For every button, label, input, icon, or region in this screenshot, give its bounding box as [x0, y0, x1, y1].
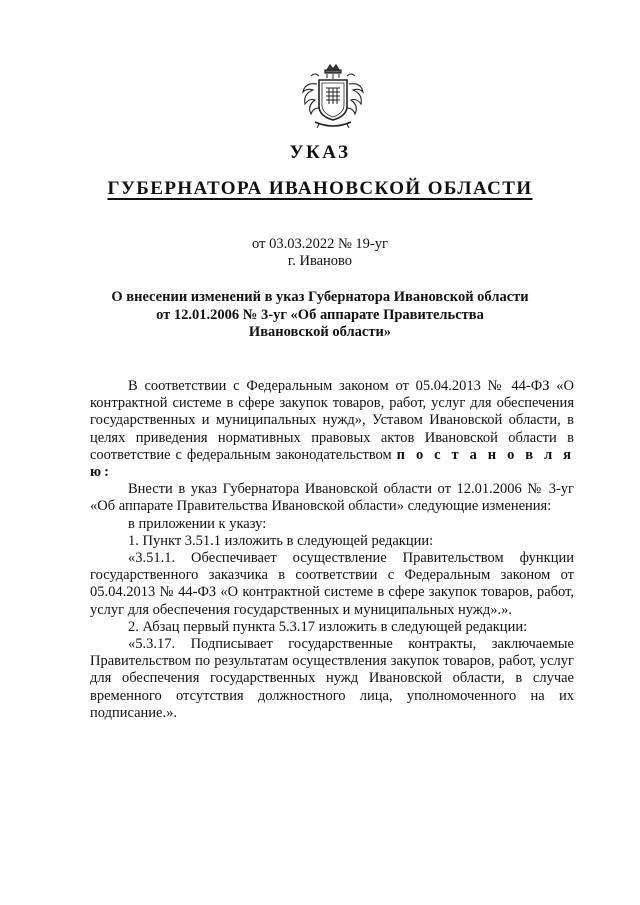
subject-line-3: Ивановской области»	[248, 324, 392, 340]
paragraph-item-1: 1. Пункт 3.51.1 изложить в следующей редакции:	[128, 532, 434, 549]
coat-of-arms-emblem	[297, 62, 369, 134]
document-date-number: от 03.03.2022 № 19-уг	[252, 236, 388, 252]
paragraph-item-2-text: «5.3.17. Подписывает государственные контракты, заключаемые Правительством по результатам осуществления закупок товаров, работ, услуг для обеспечения государственных нужд Ивановской области, в случае временного отсутствия должностного лица, уполномоченного на их подписание.».	[90, 636, 574, 721]
preamble-text: В соответствии с Федеральным законом от 05.04.2013 № 44-ФЗ «О контрактной системе в сфере закупок товаров, работ, услуг для обеспечения государственных и муниципальных нужд», Уставом Ивановской области, в целях приведения нормативных правовых актов Ивановской области в соответствие с федеральным законодательством	[90, 378, 574, 463]
document-subject	[0, 289, 640, 342]
document-place: г. Иваново	[287, 253, 353, 269]
paragraph-appendix: в приложении к указу:	[128, 515, 267, 532]
subject-line-2: от 12.01.2006 № 3-уг «Об аппарате Правительства	[156, 306, 484, 323]
issuer-heading-text: ГУБЕРНАТОРА ИВАНОВСКОЙ ОБЛАСТИ	[107, 178, 533, 199]
issuer-heading	[0, 178, 640, 200]
date-block	[0, 236, 640, 270]
paragraph-item-1-text: «3.51.1. Обеспечивает осуществление Правительством функции государственного заказчика в соответствии с Федеральным законом от 05.04.2013 № 44-ФЗ «О контрактной системе в сфере закупок товаров, работ, услуг для обеспечения государственных и муниципальных нужд».».	[90, 550, 574, 618]
subject-line-1: О внесении изменений в указ Губернатора Ивановской области	[111, 289, 529, 305]
paragraph-item-2: 2. Абзац первый пункта 5.3.17 изложить в следующей редакции:	[128, 618, 528, 635]
document-body	[90, 378, 574, 722]
document-type-heading: УКАЗ	[289, 142, 351, 163]
preamble-paragraph	[90, 378, 574, 481]
paragraph-amend: Внести в указ Губернатора Ивановской области от 12.01.2006 № 3-уг «Об аппарате Правительства Ивановской области» следующие изменения:	[90, 481, 574, 515]
resolve-word: п о с т а н о в л я ю:	[90, 446, 575, 481]
